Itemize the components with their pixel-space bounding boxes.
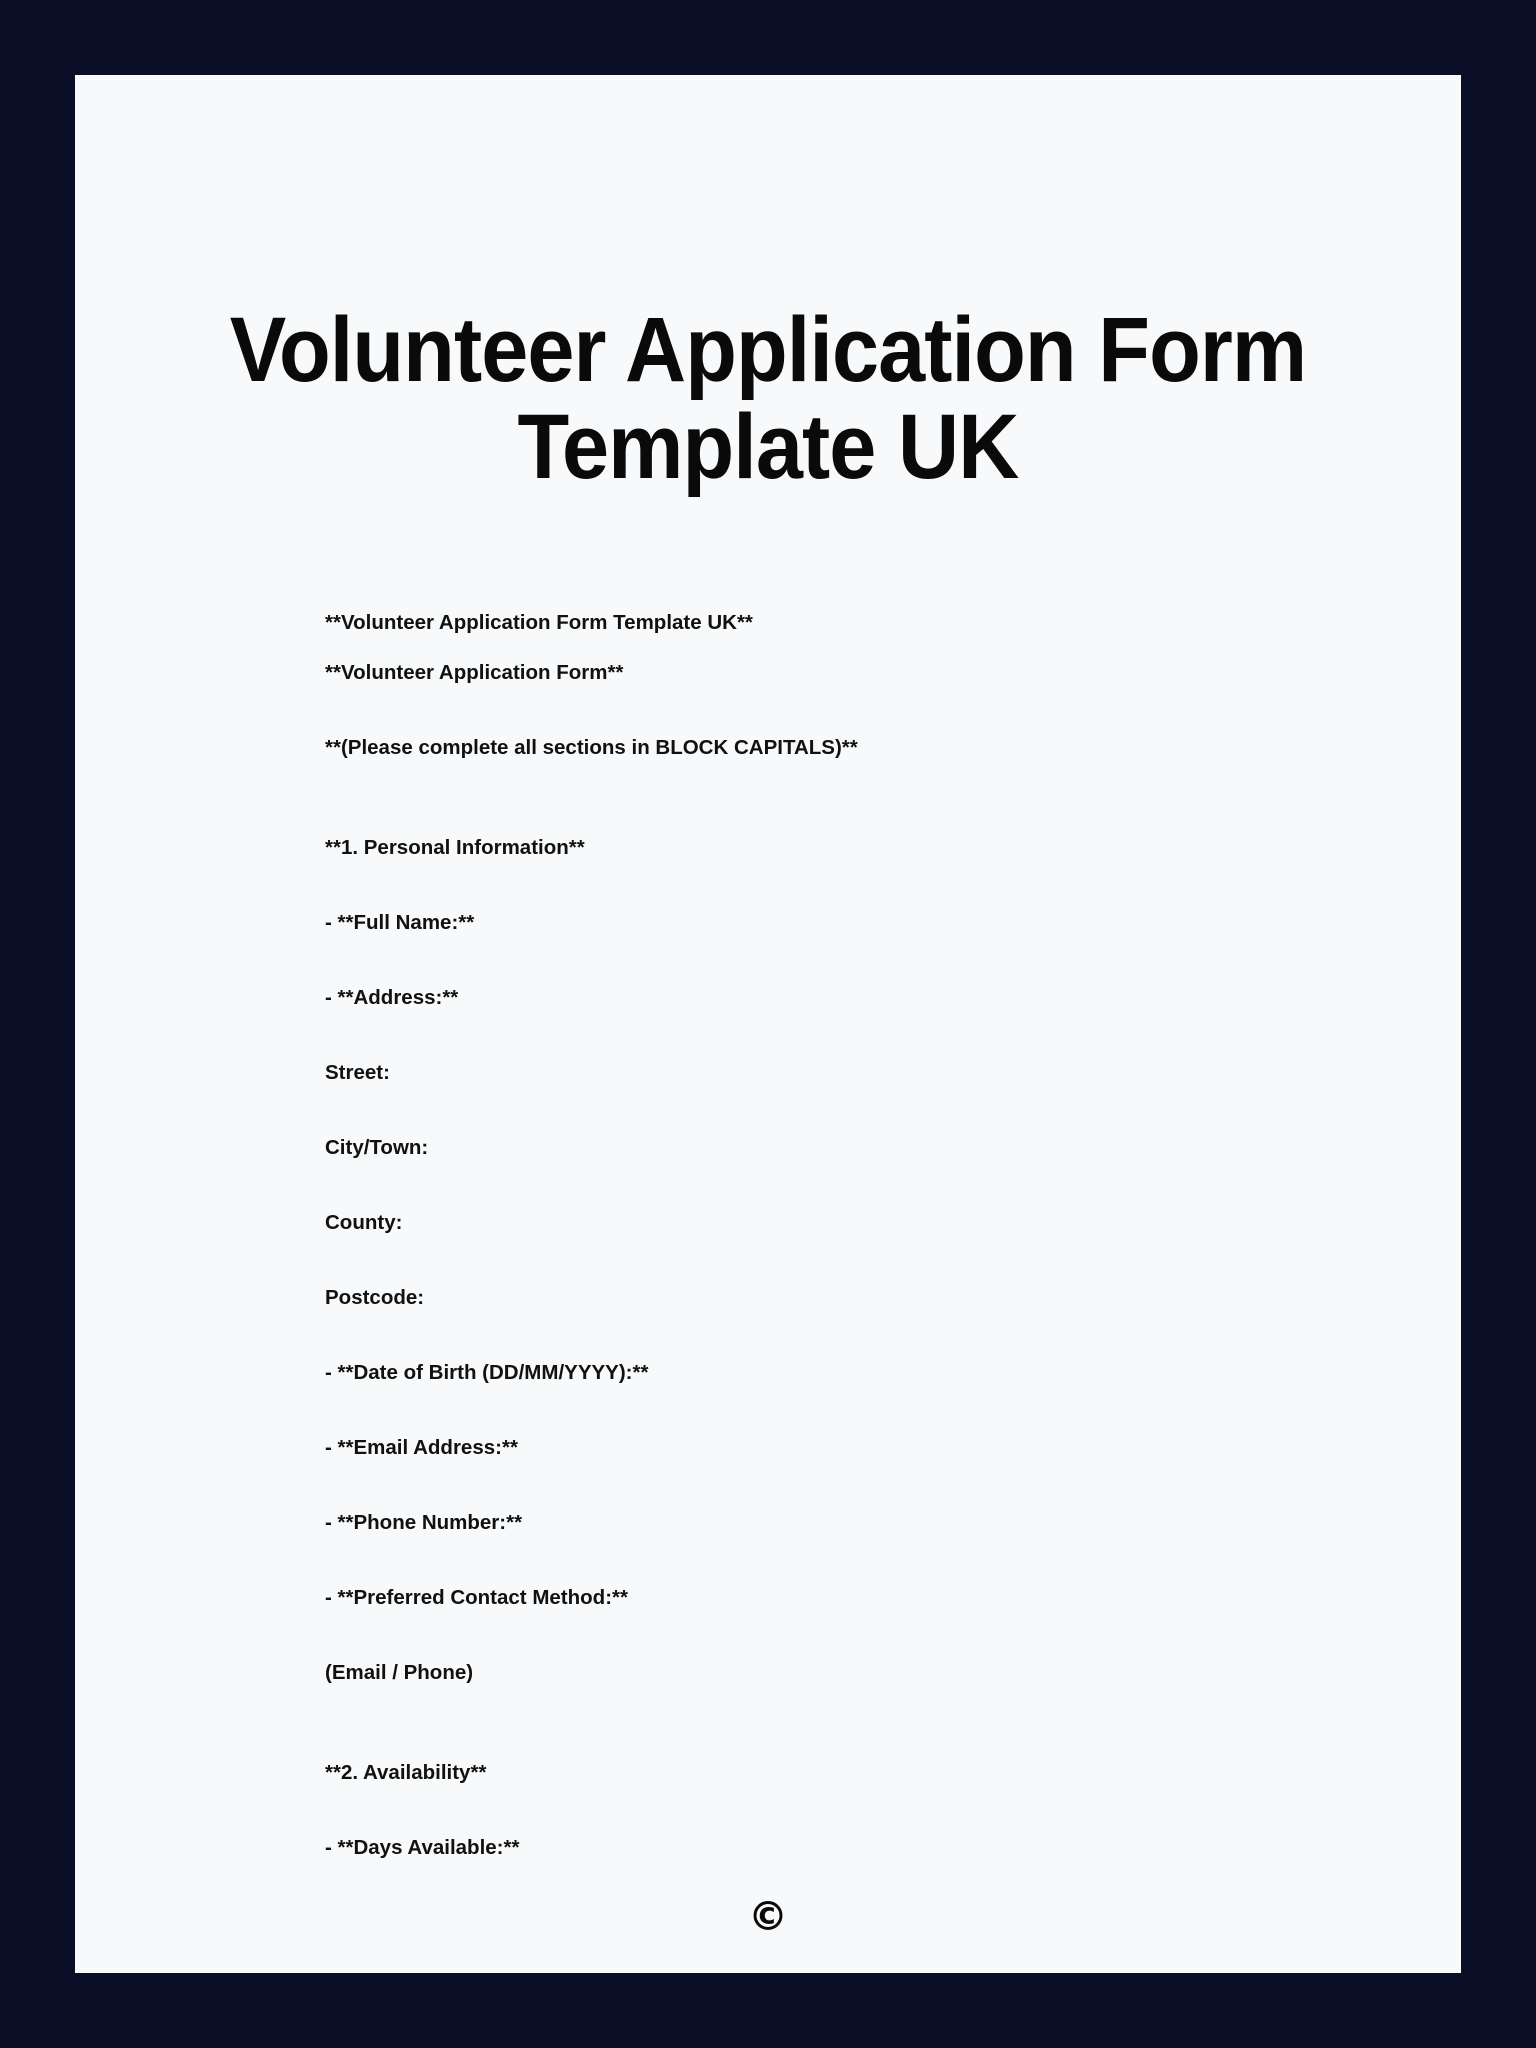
body-line: - **Date of Birth (DD/MM/YYYY):** bbox=[325, 1361, 649, 1384]
body-line: **2. Availability** bbox=[325, 1761, 487, 1784]
body-line: - **Full Name:** bbox=[325, 911, 475, 934]
body-line: - **Preferred Contact Method:** bbox=[325, 1586, 628, 1609]
body-line: Street: bbox=[325, 1061, 390, 1084]
body-line: - **Address:** bbox=[325, 986, 459, 1009]
copyright-icon: © bbox=[748, 1894, 788, 1940]
page-title bbox=[158, 298, 1378, 498]
body-line: **Volunteer Application Form Template UK** bbox=[325, 611, 753, 634]
body-line: **(Please complete all sections in BLOCK CAPITALS)** bbox=[325, 736, 858, 759]
page-title-line-1: Volunteer Application Form bbox=[229, 298, 1307, 401]
body-line: - **Phone Number:** bbox=[325, 1511, 523, 1534]
page-title-line-2: Template UK bbox=[517, 395, 1019, 498]
document-page bbox=[75, 75, 1461, 1973]
body-line: City/Town: bbox=[325, 1136, 429, 1159]
body-line: - **Days Available:** bbox=[325, 1836, 520, 1859]
body-line: - **Email Address:** bbox=[325, 1436, 518, 1459]
body-line: **1. Personal Information** bbox=[325, 836, 585, 859]
body-line: County: bbox=[325, 1211, 403, 1234]
body-line: **Volunteer Application Form** bbox=[325, 661, 624, 684]
body-line: (Email / Phone) bbox=[325, 1661, 474, 1684]
document-body bbox=[325, 610, 1425, 1861]
body-line: Postcode: bbox=[325, 1286, 425, 1309]
